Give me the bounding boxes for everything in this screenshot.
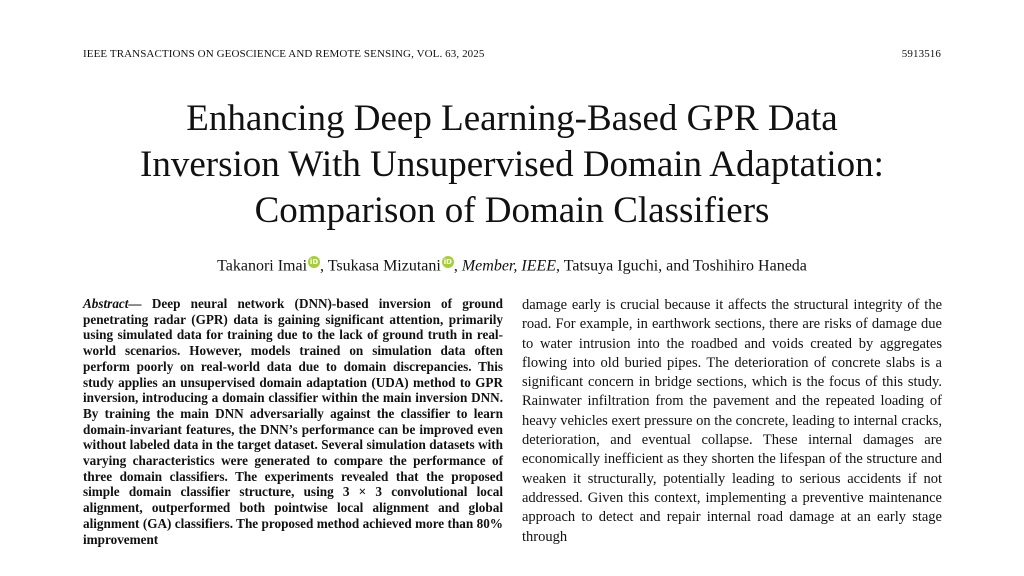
title-line-2: Inversion With Unsupervised Domain Adaptation: <box>140 144 884 185</box>
running-header <box>83 48 941 60</box>
abstract-column <box>83 296 503 547</box>
journal-name: IEEE TRANSACTIONS ON GEOSCIENCE AND REMOTE SENSING, VOL. 63, 2025 <box>83 48 485 60</box>
abstract-text: Deep neural network (DNN)-based inversion of ground penetrating radar (GPR) data is gaining significant attention, primarily using simulated data for training due to the lack of ground truth in real-world scenarios. However, models trained on simulation data often perform poorly on real-world data due to domain discrepancies. This study applies an unsupervised domain adaptation (UDA) method to GPR inversion, introducing a domain classifier within the main inversion DNN. By training the main DNN adversarially against the classifier to learn domain-invariant features, the DNN’s performance can be improved even without labeled data in the target dataset. Several simulation datasets with varying characteristics were generated to compare the performance of three domain classifiers. The experiments revealed that the proposed simple domain classifier structure, using 3 × 3 convolutional local alignment, outperformed both pointwise local alignment and global alignment (GA) classifiers. The proposed method achieved more than 80% improvement <box>83 296 503 547</box>
title-line-1: Enhancing Deep Learning-Based GPR Data <box>186 98 838 139</box>
abstract-label: Abstract— <box>83 296 142 311</box>
orcid-icon[interactable]: iD <box>309 258 319 266</box>
author-mizutani: Tsukasa Mizutani <box>327 257 441 275</box>
abstract-paragraph <box>83 296 503 547</box>
author-imai: Takanori Imai <box>217 257 308 275</box>
paper-title <box>60 96 964 234</box>
title-line-3: Comparison of Domain Classifiers <box>254 190 770 231</box>
article-number: 5913516 <box>901 48 941 60</box>
body-paragraph: damage early is crucial because it affects the structural integrity of the road. For example, in earthwork sections, there are risks of damage due to water intrusion into the roadbed and voids created by aggregates flowing into old buried pipes. The deterioration of concrete slabs is a significant concern in bridge sections, which is the focus of this study. Rainwater infiltration from the pavement and the repeated loading of heavy vehicles exert pressure on the concrete, leading to internal cracks, deterioration, and eventual collapse. These internal damages are economically inefficient as they shorten the lifespan of the structure and weaken it structurally, potentially leading to serious accidents if not addressed. Given this context, implementing a preventive maintenance approach to detect and repair internal road damage at an early stage through <box>522 297 942 545</box>
author-list <box>60 256 964 276</box>
author-separator: , <box>320 257 328 275</box>
author-rest: , Tatsuya Iguchi, and Toshihiro Haneda <box>556 257 807 275</box>
orcid-icon[interactable]: iD <box>443 258 452 266</box>
body-column-right <box>522 296 942 547</box>
author-membership: Member, IEEE <box>461 257 557 275</box>
author-separator: , <box>453 257 462 275</box>
